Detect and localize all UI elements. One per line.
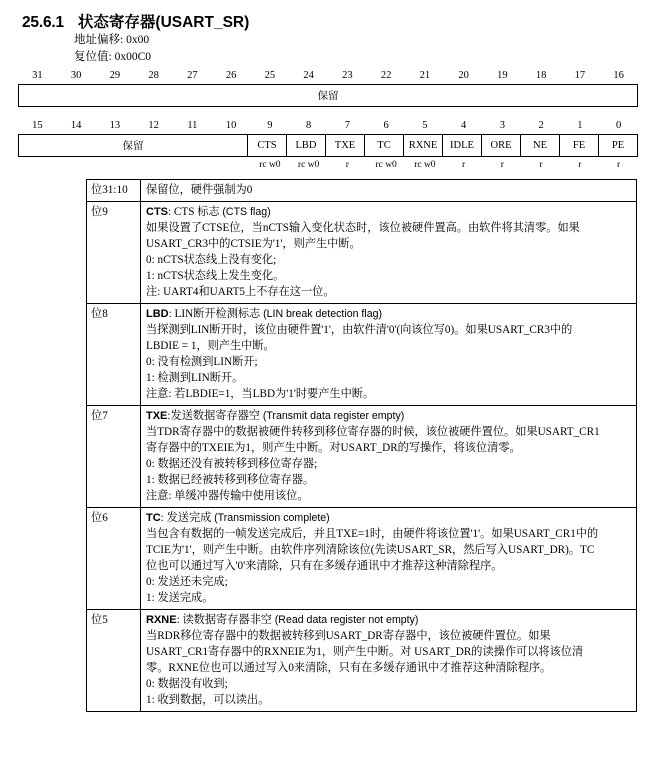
description-line: 0: 数据还没有被转移到移位寄存器; bbox=[146, 458, 318, 470]
register-meta bbox=[0, 32, 656, 66]
bit-description-cell bbox=[141, 610, 637, 712]
description-line: 注意: 单缓冲器传输中使用该位。 bbox=[146, 490, 309, 502]
bit-access-low bbox=[18, 157, 638, 172]
bit-name-en: (LIN break detection flag) bbox=[263, 308, 383, 320]
bit-name: RXNE bbox=[146, 614, 177, 626]
bit-number: 24 bbox=[303, 70, 314, 81]
bit-number: 21 bbox=[419, 70, 431, 81]
bit-access: rc w0 bbox=[375, 160, 397, 170]
bit-access: r bbox=[539, 160, 543, 170]
bit-number: 11 bbox=[187, 120, 198, 131]
bit-description-cell bbox=[141, 180, 637, 202]
bit-name-en: (CTS flag) bbox=[222, 206, 271, 218]
bit-range-cell: 位9 bbox=[87, 202, 141, 304]
bit-name-line bbox=[146, 510, 631, 526]
bit-number: 15 bbox=[32, 120, 43, 131]
bit-field-fe: FE bbox=[559, 135, 598, 156]
bit-field-rxne: RXNE bbox=[403, 135, 442, 156]
bit-name-line bbox=[146, 306, 631, 322]
bit-name-line bbox=[146, 612, 631, 628]
heading-number: 25.6.1 bbox=[22, 14, 64, 31]
bit-number: 23 bbox=[342, 70, 353, 81]
bit-number: 16 bbox=[613, 70, 624, 81]
bit-numbers-high bbox=[18, 70, 638, 84]
bit-description-cell bbox=[141, 202, 637, 304]
bit-name-cn: : 发送完成 bbox=[160, 512, 215, 524]
bit-name-line bbox=[146, 204, 631, 220]
bit-name-en: (Transmit data register empty) bbox=[262, 410, 405, 422]
bit-name: CTS bbox=[146, 206, 168, 218]
description-line: USART_CR3中的CTSIE为'1'，则产生中断。 bbox=[146, 238, 361, 250]
bit-name: LBD bbox=[146, 308, 169, 320]
bit-field-txe: TXE bbox=[325, 135, 364, 156]
bit-field-pe: PE bbox=[598, 135, 637, 156]
bit-number: 19 bbox=[497, 70, 508, 81]
bit-range-cell: 位31:10 bbox=[87, 180, 141, 202]
description-line: 保留位，硬件强制为0 bbox=[146, 184, 253, 196]
bit-range-cell: 位7 bbox=[87, 406, 141, 508]
bit-number: 6 bbox=[383, 120, 389, 131]
bit-number: 12 bbox=[148, 120, 159, 131]
bit-name: TXE bbox=[146, 410, 168, 422]
description-line: 0: 数据没有收到; bbox=[146, 678, 228, 690]
bit-field-保留: 保留 bbox=[122, 141, 144, 152]
reset-value: 复位值: 0x00C0 bbox=[74, 51, 151, 63]
bit-access: r bbox=[617, 160, 621, 170]
bit-number: 0 bbox=[616, 120, 622, 131]
description-line: 注: UART4和UART5上不存在这一位。 bbox=[146, 286, 335, 298]
bit-range-cell: 位5 bbox=[87, 610, 141, 712]
description-line: 寄存器中的TXEIE为1，则产生中断。对USART_DR的写操作，将该位清零。 bbox=[146, 442, 521, 454]
bit-number: 18 bbox=[535, 70, 547, 81]
bit-description-table bbox=[86, 179, 637, 712]
bit-number: 27 bbox=[187, 70, 198, 81]
bit-description-cell bbox=[141, 508, 637, 610]
table-row bbox=[87, 180, 637, 202]
bit-number: 14 bbox=[70, 120, 82, 131]
description-line: LBDIE = 1，则产生中断。 bbox=[146, 340, 275, 352]
bit-field-保留: 保留 bbox=[317, 91, 339, 102]
description-line: 注意: 若LBDIE=1，当LBD为'1'时要产生中断。 bbox=[146, 388, 375, 400]
bit-field-ore: ORE bbox=[481, 135, 520, 156]
bit-field-idle: IDLE bbox=[442, 135, 481, 156]
bit-field-lbd: LBD bbox=[286, 135, 325, 156]
bit-number: 3 bbox=[499, 120, 505, 131]
bit-number: 9 bbox=[267, 120, 273, 131]
bit-access: rc w0 bbox=[297, 160, 320, 170]
description-line: 当RDR移位寄存器中的数据被转移到USART_DR寄存器中，该位被硬件置位。如果 bbox=[146, 630, 551, 642]
description-line: 1: 检测到LIN断开。 bbox=[146, 372, 244, 384]
bit-number: 1 bbox=[577, 120, 583, 131]
bit-field-ne: NE bbox=[520, 135, 559, 156]
description-line: 当探测到LIN断开时，该位由硬件置'1'，由软件清'0'(向该位写0)。如果USART_CR3中的 bbox=[146, 324, 573, 336]
bit-number: 13 bbox=[109, 120, 121, 131]
bit-access: r bbox=[578, 160, 582, 170]
description-line: 位也可以通过写入'0'来清除，只有在多缓存通讯中才推荐这种清除程序。 bbox=[146, 560, 503, 572]
description-line: TCIE为'1'，则产生中断。由软件序列清除该位(先读USART_SR，然后写入USART_DR)。TC bbox=[146, 544, 595, 556]
bit-number: 30 bbox=[70, 70, 82, 81]
description-line: 0: nCTS状态线上没有变化; bbox=[146, 254, 277, 266]
description-line: 0: 发送还未完成; bbox=[146, 576, 228, 588]
bit-number: 28 bbox=[148, 70, 159, 81]
bit-name: TC bbox=[146, 512, 161, 524]
bit-number: 7 bbox=[344, 120, 350, 131]
bit-range-cell: 位6 bbox=[87, 508, 141, 610]
bit-number: 17 bbox=[574, 70, 586, 81]
description-line: 1: 收到数据，可以读出。 bbox=[146, 694, 270, 706]
bit-name-cn: : CTS 标志 bbox=[168, 206, 223, 218]
bit-name-en: (Read data register not empty) bbox=[274, 614, 419, 626]
bit-access: r bbox=[500, 160, 504, 170]
heading-title: 状态寄存器(USART_SR) bbox=[77, 14, 250, 31]
description-line: 当TDR寄存器中的数据被硬件转移到移位寄存器的时候，该位被硬件置位。如果USART_CR1 bbox=[146, 426, 600, 438]
description-line: 如果设置了CTSE位，当nCTS输入变化状态时，该位被硬件置高。由软件将其清零。如果 bbox=[146, 222, 580, 234]
table-row bbox=[87, 610, 637, 712]
bit-access: rc w0 bbox=[259, 160, 281, 170]
bit-fields-low bbox=[18, 134, 638, 157]
description-line: 零。RXNE位也可以通过写入0来清除，只有在多缓存通讯中才推荐这种清除程序。 bbox=[146, 662, 552, 674]
bit-range-cell: 位8 bbox=[87, 304, 141, 406]
address-offset: 地址偏移: 0x00 bbox=[74, 34, 150, 46]
bit-number: 31 bbox=[32, 70, 43, 81]
description-line: USART_CR1寄存器中的RXNEIE为1，则产生中断。对 USART_DR的读操作可以将该位清 bbox=[146, 646, 584, 658]
bit-access: rc w0 bbox=[414, 160, 436, 170]
bit-description-cell bbox=[141, 304, 637, 406]
bit-fields-high bbox=[18, 84, 638, 107]
bit-number: 22 bbox=[380, 70, 392, 81]
bit-name-cn: : LIN断开检测标志 bbox=[168, 308, 264, 320]
bit-number: 29 bbox=[109, 70, 121, 81]
bit-number: 10 bbox=[225, 120, 237, 131]
register-bit-map bbox=[0, 70, 656, 172]
table-row bbox=[87, 202, 637, 304]
bit-number: 20 bbox=[458, 70, 469, 81]
bit-access bbox=[18, 157, 251, 172]
bit-number: 2 bbox=[538, 120, 544, 131]
bit-number: 5 bbox=[422, 120, 428, 131]
description-line: 1: 数据已经被转移到移位寄存器。 bbox=[146, 474, 315, 486]
bit-field-cts: CTS bbox=[247, 135, 286, 156]
bit-name-line bbox=[146, 408, 631, 424]
bit-access: r bbox=[462, 160, 466, 170]
bit-number: 4 bbox=[461, 120, 467, 131]
bit-name-cn: :发送数据寄存器空 bbox=[167, 410, 263, 422]
bit-numbers-low bbox=[18, 120, 638, 134]
description-line: 当包含有数据的一帧发送完成后，并且TXE=1时，由硬件将该位置'1'。如果USART_CR1中的 bbox=[146, 528, 599, 540]
bit-name-en: (Transmission complete) bbox=[214, 512, 330, 524]
bit-description-cell bbox=[141, 406, 637, 508]
bit-field-tc: TC bbox=[364, 135, 403, 156]
bit-access-high bbox=[18, 107, 638, 108]
bit-number: 26 bbox=[225, 70, 237, 81]
bit-access bbox=[18, 107, 638, 108]
description-line: 1: nCTS状态线上发生变化。 bbox=[146, 270, 285, 282]
table-row bbox=[87, 406, 637, 508]
bit-access: r bbox=[345, 160, 349, 170]
description-line: 1: 发送完成。 bbox=[146, 592, 214, 604]
bit-number: 8 bbox=[306, 120, 312, 131]
page-title bbox=[0, 0, 656, 32]
bit-name-cn: : 读数据寄存器非空 bbox=[176, 614, 275, 626]
description-line: 0: 没有检测到LIN断开; bbox=[146, 356, 258, 368]
table-row bbox=[87, 304, 637, 406]
table-row bbox=[87, 508, 637, 610]
bit-number: 25 bbox=[264, 70, 276, 81]
